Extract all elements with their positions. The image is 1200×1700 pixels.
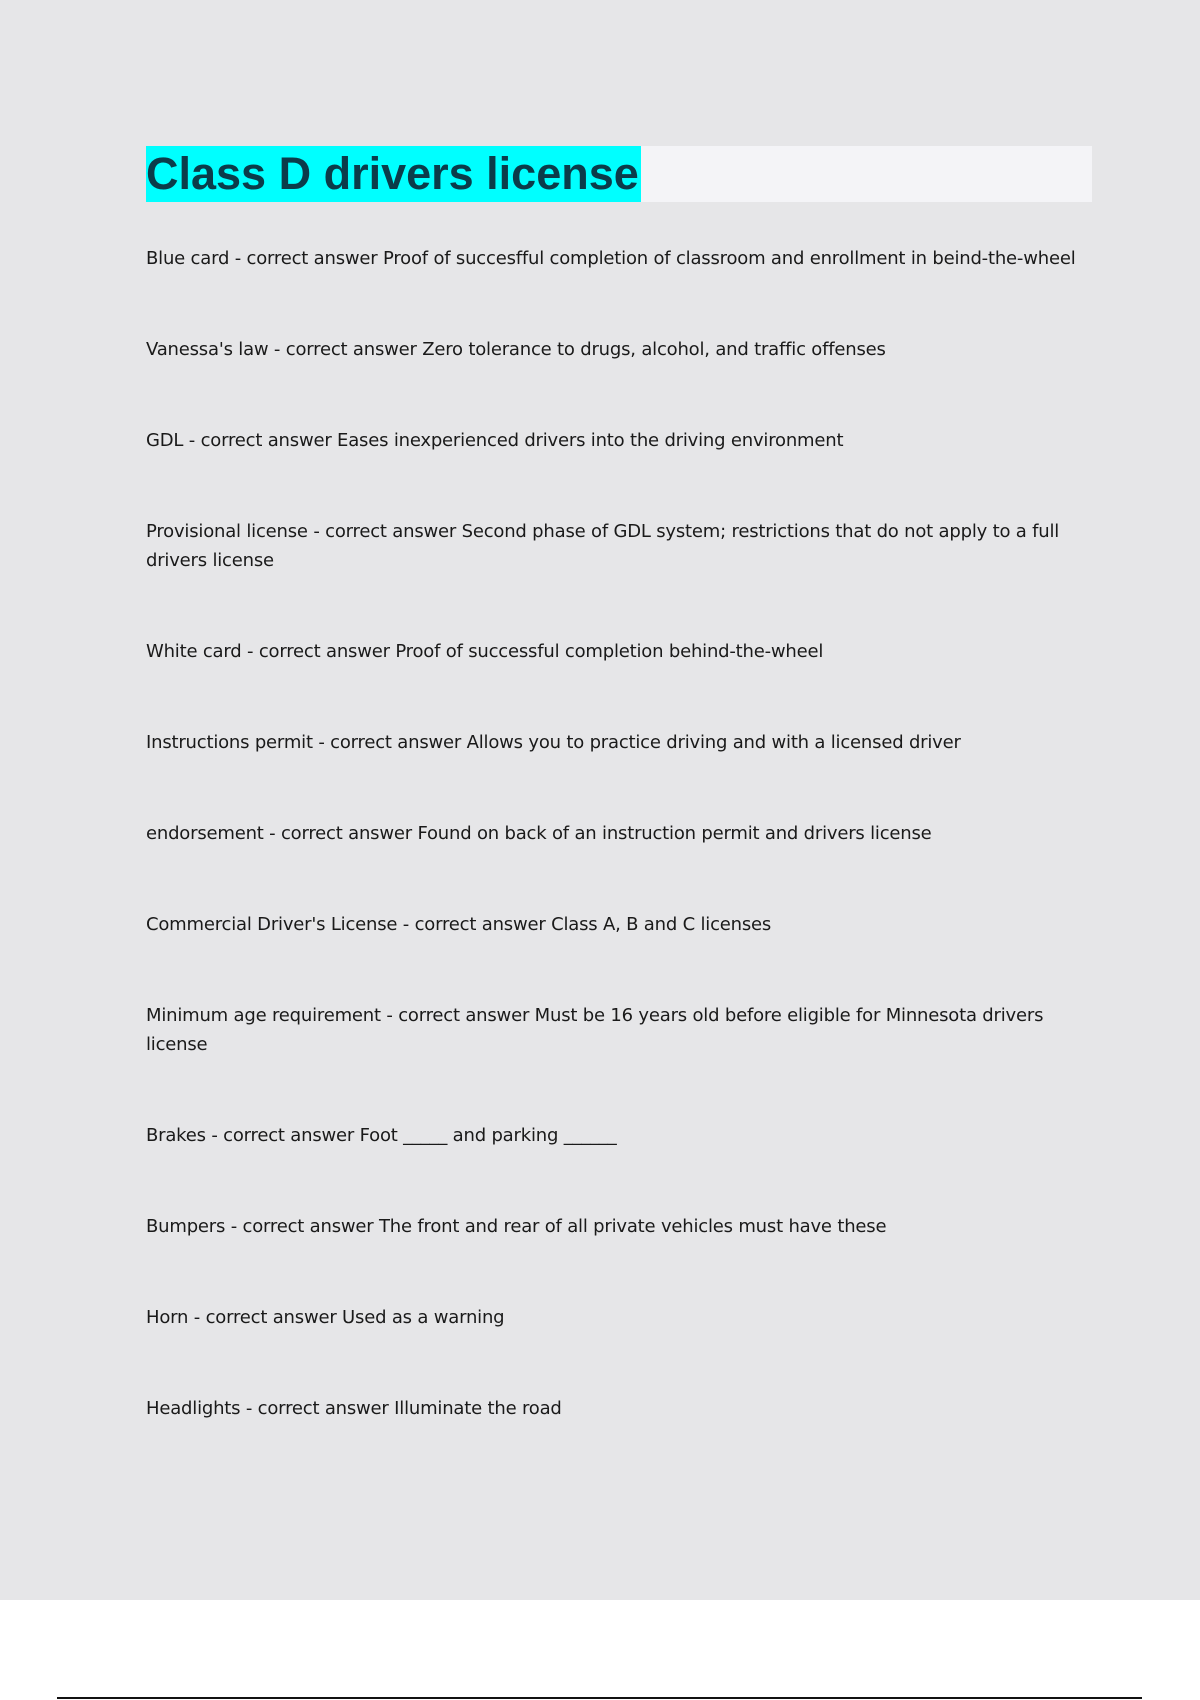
footer-divider (57, 1697, 1142, 1699)
flashcard-entry: endorsement - correct answer Found on back of an instruction permit and drivers license (146, 823, 932, 844)
flashcard-entry: Vanessa's law - correct answer Zero tolerance to drugs, alcohol, and traffic offenses (146, 339, 886, 360)
flashcard-entry: Commercial Driver's License - correct answer Class A, B and C licenses (146, 914, 772, 935)
flashcard-entry: Instructions permit - correct answer Allows you to practice driving and with a licensed driver (146, 732, 961, 753)
flashcard-entry: Bumpers - correct answer The front and rear of all private vehicles must have these (146, 1216, 887, 1237)
flashcard-entry: Blue card - correct answer Proof of succesfful completion of classroom and enrollment in beind-the-wheel (146, 248, 1076, 269)
flashcard-entry: GDL - correct answer Eases inexperienced drivers into the driving environment (146, 430, 844, 451)
flashcard-list (146, 244, 1086, 1485)
flashcard-entry: Brakes - correct answer Foot _____ and parking ______ (146, 1125, 617, 1146)
flashcard-entry: Minimum age requirement - correct answer Must be 16 years old before eligible for Minnesota drivers license (146, 1005, 1044, 1055)
flashcard-entry: Headlights - correct answer Illuminate the road (146, 1398, 562, 1419)
flashcard-entry: White card - correct answer Proof of successful completion behind-the-wheel (146, 641, 824, 662)
flashcard-entry: Horn - correct answer Used as a warning (146, 1307, 505, 1328)
document-title: Class D drivers license (146, 146, 641, 202)
flashcard-entry: Provisional license - correct answer Second phase of GDL system; restrictions that do not apply to a full drivers license (146, 521, 1060, 571)
